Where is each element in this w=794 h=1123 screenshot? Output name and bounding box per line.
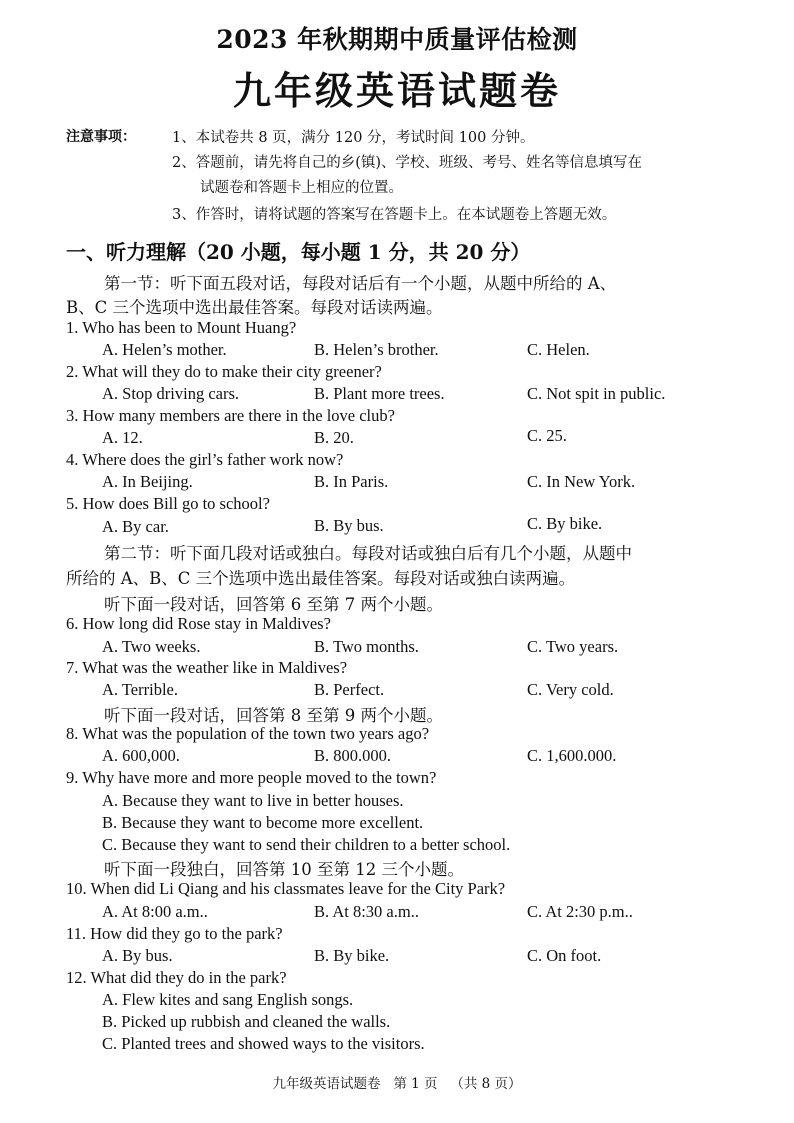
question-10: 10. When did Li Qiang and his classmates leave for the City Park?	[66, 879, 506, 898]
dialogue-intro-6-7: 听下面一段对话，回答第 6 至第 7 两个小题。	[104, 595, 443, 614]
question-8-option-a: A. 600,000.	[102, 746, 180, 765]
question-12: 12. What did they do in the park?	[66, 968, 287, 987]
question-11-option-a: A. By bus.	[102, 946, 173, 965]
part2-instruction-cont: 所给的 A、B、C 三个选项中选出最佳答案。每段对话或独白读两遍。	[66, 569, 576, 588]
question-12-option-a: A. Flew kites and sang English songs.	[102, 990, 354, 1009]
question-1: 1. Who has been to Mount Huang?	[66, 318, 297, 337]
question-1-option-a: A. Helen’s mother.	[102, 340, 227, 359]
question-8-option-c: C. 1,600.000.	[527, 746, 617, 765]
question-5: 5. How does Bill go to school?	[66, 494, 270, 513]
question-4-option-a: A. In Beijing.	[102, 472, 193, 491]
part2-instruction: 第二节：听下面几段对话或独白。每段对话或独白后有几个小题，从题中	[104, 544, 632, 563]
question-3-option-c: C. 25.	[527, 426, 567, 445]
question-7-option-a: A. Terrible.	[102, 680, 178, 699]
question-2: 2. What will they do to make their city greener?	[66, 362, 382, 381]
notes-label: 注意事项：	[66, 129, 136, 145]
question-3-option-a: A. 12.	[102, 428, 143, 447]
question-5-option-c: C. By bike.	[527, 514, 603, 533]
question-5-option-b: B. By bus.	[314, 516, 384, 535]
question-11: 11. How did they go to the park?	[66, 924, 283, 943]
question-8-option-b: B. 800.000.	[314, 746, 392, 765]
question-3: 3. How many members are there in the love club?	[66, 406, 395, 425]
question-9-option-a: A. Because they want to live in better houses.	[102, 791, 404, 810]
question-1-option-b: B. Helen’s brother.	[314, 340, 439, 359]
question-4-option-b: B. In Paris.	[314, 472, 389, 491]
question-9: 9. Why have more and more people moved to the town?	[66, 768, 437, 787]
question-9-option-c: C. Because they want to send their children to a better school.	[102, 835, 511, 854]
question-6: 6. How long did Rose stay in Maldives?	[66, 614, 331, 633]
question-7-option-c: C. Very cold.	[527, 680, 614, 699]
question-7-option-b: B. Perfect.	[314, 680, 385, 699]
exam-title: 2023 年秋期期中质量评估检测	[216, 25, 578, 54]
note-item-2: 2、答题前，请先将自己的乡(镇)、学校、班级、考号、姓名等信息填写在	[172, 155, 643, 171]
question-10-option-c: C. At 2:30 p.m..	[527, 902, 633, 921]
question-12-option-c: C. Planted trees and showed ways to the visitors.	[102, 1034, 425, 1053]
monologue-intro-10-12: 听下面一段独白，回答第 10 至第 12 三个小题。	[104, 860, 464, 879]
question-1-option-c: C. Helen.	[527, 340, 590, 359]
question-9-option-b: B. Because they want to become more excellent.	[102, 813, 424, 832]
part1-instruction-cont: B、C 三个选项中选出最佳答案。每段对话读两遍。	[66, 298, 443, 317]
page-footer: 九年级英语试题卷 第 1 页 （共 8 页）	[272, 1076, 522, 1092]
question-7: 7. What was the weather like in Maldives?	[66, 658, 348, 677]
question-2-option-a: A. Stop driving cars.	[102, 384, 240, 403]
exam-subtitle: 九年级英语试题卷	[232, 68, 561, 113]
question-8: 8. What was the population of the town two years ago?	[66, 724, 430, 743]
question-10-option-a: A. At 8:00 a.m..	[102, 902, 208, 921]
question-2-option-b: B. Plant more trees.	[314, 384, 445, 403]
section-heading: 一、听力理解（20 小题，每小题 1 分，共 20 分）	[66, 240, 531, 264]
question-2-option-c: C. Not spit in public.	[527, 384, 666, 403]
question-11-option-b: B. By bike.	[314, 946, 390, 965]
note-item-1: 1、本试卷共 8 页，满分 120 分，考试时间 100 分钟。	[172, 130, 535, 146]
question-10-option-b: B. At 8:30 a.m..	[314, 902, 419, 921]
note-item-3: 3、作答时，请将试题的答案写在答题卡上。在本试题卷上答题无效。	[172, 207, 617, 223]
question-6-option-b: B. Two months.	[314, 637, 419, 656]
question-3-option-b: B. 20.	[314, 428, 354, 447]
question-12-option-b: B. Picked up rubbish and cleaned the walls.	[102, 1012, 391, 1031]
question-4: 4. Where does the girl’s father work now?	[66, 450, 344, 469]
question-6-option-a: A. Two weeks.	[102, 637, 201, 656]
part1-instruction: 第一节：听下面五段对话，每段对话后有一个小题，从题中所给的 A、	[104, 274, 617, 293]
question-11-option-c: C. On foot.	[527, 946, 602, 965]
dialogue-intro-8-9: 听下面一段对话，回答第 8 至第 9 两个小题。	[104, 706, 443, 725]
question-6-option-c: C. Two years.	[527, 637, 619, 656]
note-item-2-cont: 试题卷和答题卡上相应的位置。	[200, 180, 403, 196]
question-4-option-c: C. In New York.	[527, 472, 636, 491]
question-5-option-a: A. By car.	[102, 517, 169, 536]
